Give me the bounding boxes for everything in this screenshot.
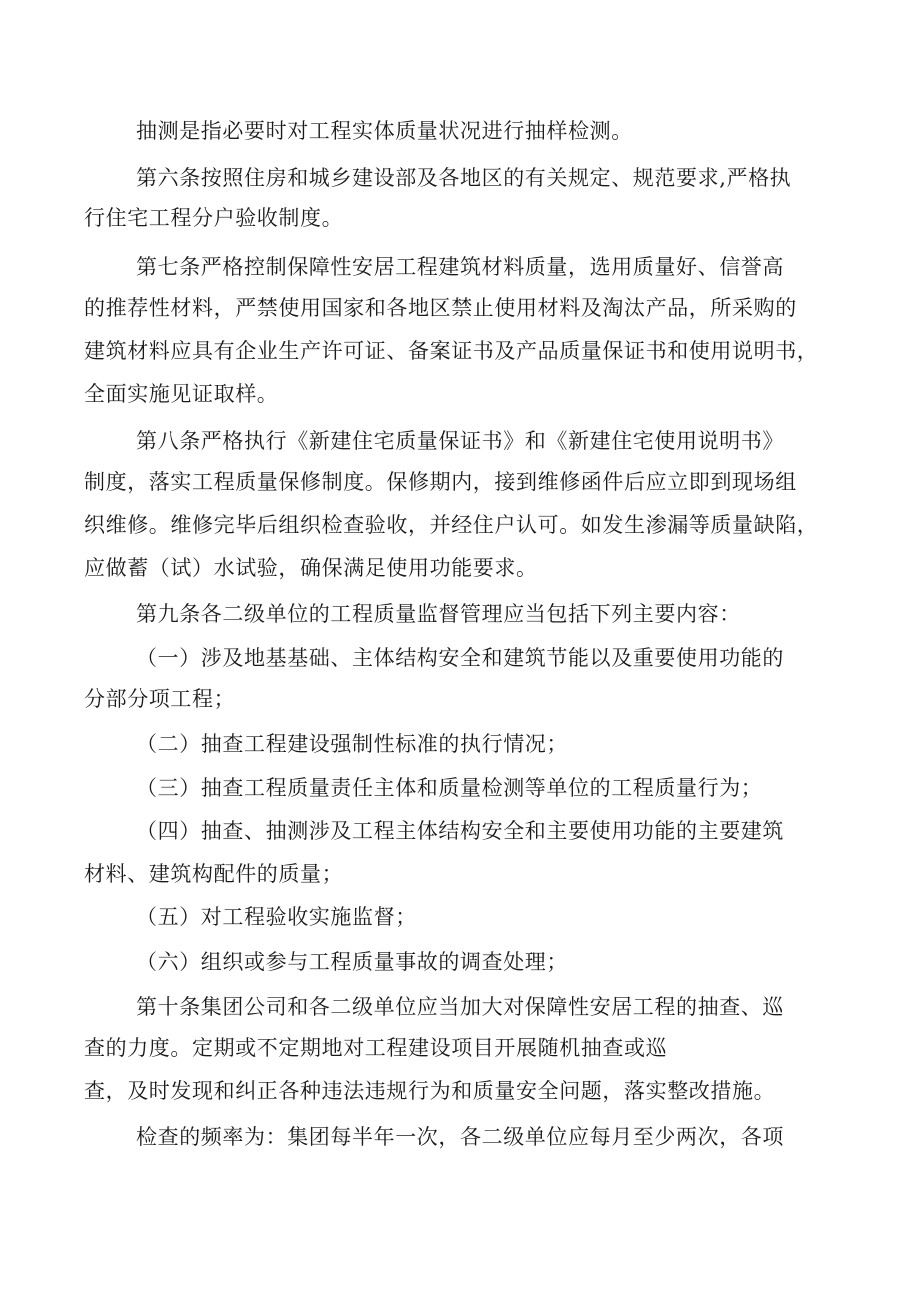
text-line: 应做蓄（试）水试验，确保满足使用功能要求。 <box>84 556 538 580</box>
text-line: （二）抽查工程建设强制性标准的执行情况； <box>136 732 568 756</box>
text-line: 第八条严格执行《新建住宅质量保证书》和《新建住宅使用说明书》 <box>136 429 784 453</box>
text-line: 分部分项工程； <box>84 687 236 711</box>
text-line: （一）涉及地基基础、主体结构安全和建筑节能以及重要使用功能的 <box>136 646 784 670</box>
text-line: 第七条严格控制保障性安居工程建筑材料质量，选用质量好、信誉高 <box>136 255 784 279</box>
text-line: 抽测是指必要时对工程实体质量状况进行抽样检测。 <box>136 119 633 143</box>
text-line: 制度，落实工程质量保修制度。保修期内，接到维修函件后应立即到现场组 <box>84 470 797 494</box>
text-line: 材料、建筑构配件的质量； <box>84 862 344 886</box>
text-line: 查，及时发现和纠正各种违法违规行为和质量安全问题，落实整改措施。 <box>84 1079 776 1103</box>
text-line: （三）抽查工程质量责任主体和质量检测等单位的工程质量行为； <box>136 776 763 800</box>
text-line: 检查的频率为：集团每半年一次，各二级单位应每月至少两次，各项 <box>136 1125 784 1149</box>
text-line: （五）对工程验收实施监督； <box>136 905 417 929</box>
text-line: 建筑材料应具有企业生产许可证、备案证书及产品质量保证书和使用说明书， <box>84 339 819 363</box>
text-line: 第十条集团公司和各二级单位应当加大对保障性安居工程的抽查、巡 <box>136 995 784 1019</box>
text-line: 查的力度。定期或不定期地对工程建设项目开展随机抽查或巡 <box>84 1036 668 1060</box>
text-line: （六）组织或参与工程质量事故的调查处理； <box>136 950 568 974</box>
text-line: 全面实施见证取样。 <box>84 382 279 406</box>
text-line: 第六条按照住房和城乡建设部及各地区的有关规定、规范要求,严格执 <box>136 166 792 190</box>
text-line: 的推荐性材料，严禁使用国家和各地区禁止使用材料及淘汰产品，所采购的 <box>84 296 797 320</box>
text-line: 织维修。维修完毕后组织检查验收，并经住户认可。如发生渗漏等质量缺陷， <box>84 513 819 537</box>
text-line: （四）抽查、抽测涉及工程主体结构安全和主要使用功能的主要建筑 <box>136 819 784 843</box>
text-line: 第九条各二级单位的工程质量监督管理应当包括下列主要内容： <box>136 602 741 626</box>
text-line: 行住宅工程分户验收制度。 <box>84 206 344 230</box>
